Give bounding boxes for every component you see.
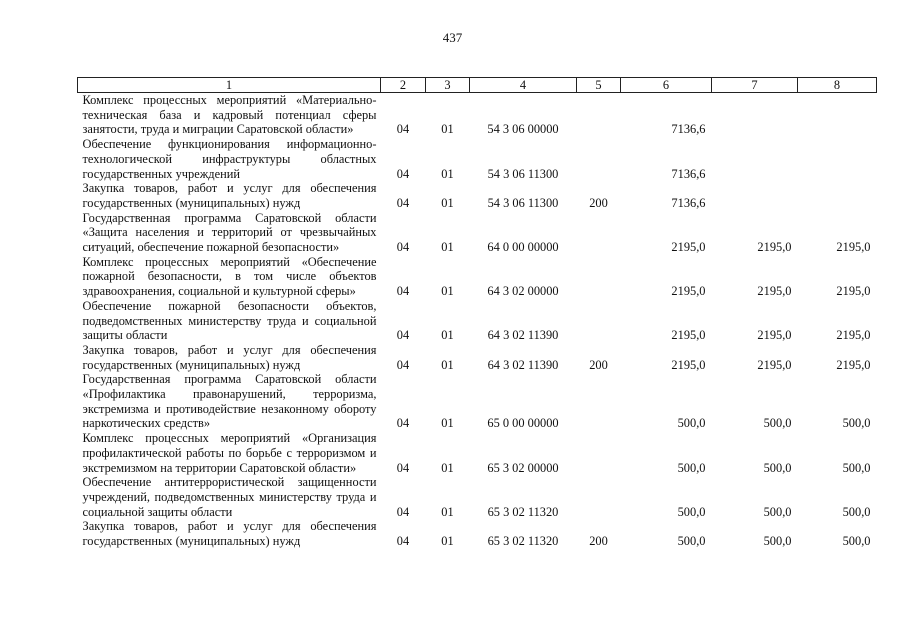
amount-col7: 2195,0 — [757, 328, 792, 343]
amount-col7: 500,0 — [763, 460, 792, 475]
section-code: 04 — [396, 504, 410, 519]
row-name: Государственная программа Саратовской области «Профилактика правонарушений, терроризма, экстремизма и противодействие незаконному обороту наркотических средств» — [82, 372, 377, 431]
subsection-code: 01 — [441, 416, 454, 431]
target-article: 54 3 06 11300 — [487, 195, 559, 210]
column-header-3: 3 — [426, 78, 470, 93]
row-name: Комплекс процессных мероприятий «Организация профилактической работы по борьбе с терроризмом и экстремизмом на территории Саратовской области» — [82, 431, 377, 475]
row-name: Обеспечение функционирования информационно-технологической инфраструктуры областных государственных учреждений — [82, 137, 377, 181]
subsection-code: 01 — [441, 284, 454, 299]
section-code: 04 — [396, 460, 410, 475]
expense-type — [577, 372, 621, 431]
row-name: Обеспечение пожарной безопасности объектов, подведомственных министерству труда и социальной защиты области — [82, 298, 377, 343]
amount-col6: 2195,0 — [671, 284, 706, 299]
target-article: 65 3 02 11320 — [487, 504, 559, 519]
row-name: Комплекс процессных мероприятий «Обеспечение пожарной безопасности, в том числе объектов здравоохранения, социальной и культурной сферы» — [82, 254, 377, 299]
section-code: 04 — [396, 122, 410, 137]
section-code: 04 — [396, 416, 410, 431]
subsection-code: 01 — [441, 122, 454, 137]
table-row — [78, 299, 877, 343]
amount-col7: 2195,0 — [757, 357, 792, 372]
subsection-code: 01 — [441, 504, 454, 519]
amount-col6: 500,0 — [677, 504, 706, 519]
subsection-code: 01 — [441, 166, 454, 181]
target-article: 64 0 00 00000 — [487, 240, 559, 255]
expense-type — [577, 431, 621, 475]
header-row — [78, 78, 877, 93]
amount-col8 — [798, 181, 877, 210]
amount-col8 — [798, 93, 877, 138]
amount-col7 — [712, 181, 798, 210]
subsection-code: 01 — [441, 328, 454, 343]
section-code: 04 — [396, 166, 410, 181]
column-header-7: 7 — [712, 78, 798, 93]
section-code: 04 — [396, 534, 410, 549]
amount-col7: 500,0 — [763, 534, 792, 549]
column-header-2: 2 — [381, 78, 426, 93]
row-name: Обеспечение антитеррористической защищенности учреждений, подведомственных министерству труда и социальной защиты области — [82, 475, 377, 519]
row-name: Закупка товаров, работ и услуг для обеспечения государственных (муниципальных) нужд — [82, 181, 377, 210]
table-row — [78, 255, 877, 299]
target-article: 54 3 06 00000 — [487, 122, 559, 137]
target-article: 64 3 02 11390 — [487, 357, 559, 372]
column-header-8: 8 — [798, 78, 877, 93]
amount-col6: 500,0 — [677, 534, 706, 549]
target-article: 64 3 02 00000 — [487, 284, 559, 299]
table-row — [78, 211, 877, 255]
amount-col8 — [798, 137, 877, 181]
expense-type: 200 — [589, 357, 608, 372]
target-article: 54 3 06 11300 — [487, 166, 559, 181]
table-row — [78, 475, 877, 519]
section-code: 04 — [396, 195, 410, 210]
table-row — [78, 372, 877, 431]
column-header-5: 5 — [577, 78, 621, 93]
amount-col8: 2195,0 — [836, 357, 871, 372]
amount-col7 — [712, 137, 798, 181]
subsection-code: 01 — [441, 534, 454, 549]
amount-col8: 2195,0 — [836, 240, 871, 255]
amount-col6: 7136,6 — [671, 195, 706, 210]
amount-col8: 500,0 — [842, 504, 871, 519]
row-name: Государственная программа Саратовской области «Защита населения и территорий от чрезвычайных ситуаций, обеспечение пожарной безопасности» — [82, 210, 377, 255]
table-row — [78, 93, 877, 138]
amount-col6: 2195,0 — [671, 328, 706, 343]
target-article: 65 3 02 00000 — [487, 460, 559, 475]
table-row — [78, 137, 877, 181]
amount-col7: 2195,0 — [757, 240, 792, 255]
expense-type — [577, 137, 621, 181]
table-row — [78, 519, 877, 548]
target-article: 64 3 02 11390 — [487, 328, 559, 343]
row-name: Закупка товаров, работ и услуг для обеспечения государственных (муниципальных) нужд — [82, 519, 377, 549]
amount-col8: 2195,0 — [836, 328, 871, 343]
column-header-1: 1 — [78, 78, 381, 93]
section-code: 04 — [396, 357, 410, 372]
amount-col8: 500,0 — [842, 416, 871, 431]
amount-col6: 7136,6 — [671, 122, 706, 137]
subsection-code: 01 — [441, 240, 454, 255]
amount-col8: 500,0 — [842, 534, 871, 549]
page-number: 437 — [442, 30, 463, 45]
section-code: 04 — [396, 240, 410, 255]
amount-col7 — [712, 93, 798, 138]
target-article: 65 0 00 00000 — [487, 416, 559, 431]
amount-col6: 7136,6 — [671, 166, 706, 181]
expense-type — [577, 93, 621, 138]
column-header-6: 6 — [621, 78, 712, 93]
row-name: Комплекс процессных мероприятий «Материально-техническая база и кадровый потенциал сферы занятости, труда и миграции Саратовской области» — [82, 93, 377, 137]
subsection-code: 01 — [441, 357, 454, 372]
column-header-4: 4 — [470, 78, 577, 93]
target-article: 65 3 02 11320 — [487, 534, 559, 549]
amount-col7: 2195,0 — [757, 284, 792, 299]
expense-type — [577, 299, 621, 343]
expense-type: 200 — [589, 195, 608, 210]
expense-type: 200 — [589, 534, 608, 549]
expense-type — [577, 211, 621, 255]
expense-type — [577, 475, 621, 519]
subsection-code: 01 — [441, 195, 454, 210]
table-row — [78, 343, 877, 372]
row-name: Закупка товаров, работ и услуг для обеспечения государственных (муниципальных) нужд — [82, 342, 377, 372]
amount-col6: 2195,0 — [671, 357, 706, 372]
amount-col8: 2195,0 — [836, 284, 871, 299]
section-code: 04 — [396, 284, 410, 299]
amount-col6: 500,0 — [677, 416, 706, 431]
amount-col8: 500,0 — [842, 460, 871, 475]
amount-col6: 2195,0 — [671, 240, 706, 255]
amount-col7: 500,0 — [763, 504, 792, 519]
table-row — [78, 181, 877, 210]
amount-col7: 500,0 — [763, 416, 792, 431]
subsection-code: 01 — [441, 460, 454, 475]
table-row — [78, 431, 877, 475]
section-code: 04 — [396, 328, 410, 343]
amount-col6: 500,0 — [677, 460, 706, 475]
expense-type — [577, 255, 621, 299]
budget-table — [77, 77, 877, 549]
